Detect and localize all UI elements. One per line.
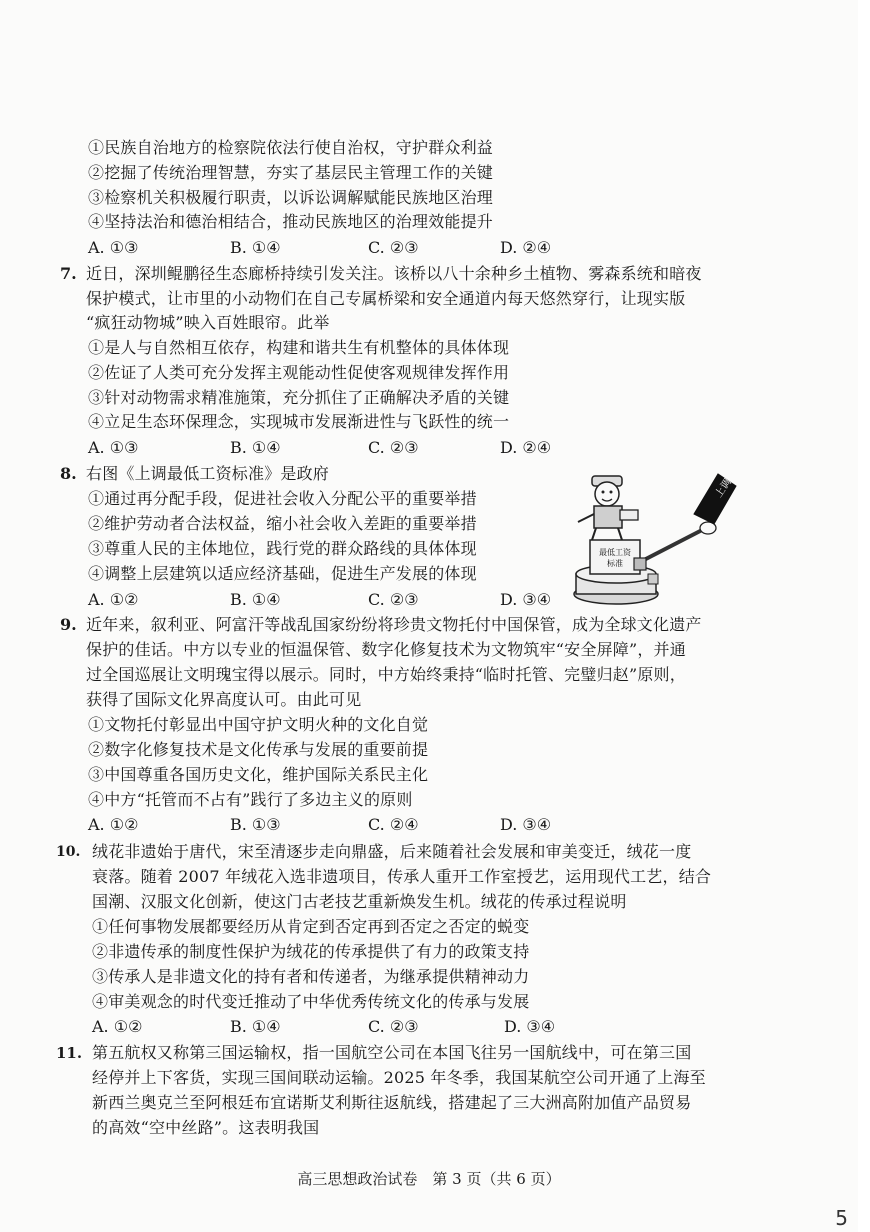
page-footer: 高三思想政治试卷 第 3 页（共 6 页） [297, 1170, 561, 1188]
q6-option-4: ④坚持法治和德治相结合，推动民族地区的治理效能提升 [88, 212, 494, 231]
q8-number: 8. [60, 464, 77, 483]
q10-choice-c: C. ②③ [368, 1017, 419, 1036]
q10-option-4: ④审美观念的时代变迁推动了中华优秀传统文化的传承与发展 [92, 992, 530, 1011]
q9-option-3: ③中国尊重各国历史文化，维护国际关系民主化 [88, 765, 429, 784]
q6-option-1: ①民族自治地方的检察院依法行使自治权，守护群众利益 [88, 138, 494, 157]
q11-stem-1: 第五航权又称第三国运输权，指一国航空公司在本国飞往另一国航线中，可在第三国 [92, 1043, 692, 1062]
q6-choice-b: B. ①④ [230, 238, 281, 257]
q9-stem-1: 近年来，叙利亚、阿富汗等战乱国家纷纷将珍贵文物托付中国保管，成为全球文化遗产 [86, 615, 702, 634]
corner-page-number: 5 [835, 1206, 848, 1230]
q7-choice-a: A. ①③ [88, 438, 139, 457]
q10-option-3: ③传承人是非遗文化的持有者和传递者，为继承提供精神动力 [92, 967, 530, 986]
q8-option-4: ④调整上层建筑以适应经济基础，促进生产发展的体现 [88, 564, 477, 583]
q9-option-4: ④中方“托管而不占有”践行了多边主义的原则 [88, 790, 413, 809]
q7-option-3: ③针对动物需求精准施策，充分抓住了正确解决矛盾的关键 [88, 388, 510, 407]
q7-choice-c: C. ②③ [368, 438, 419, 457]
q11-stem-3: 新西兰奥克兰至阿根廷布宜诺斯艾利斯往返航线，搭建起了三大洲高附加值产品贸易 [92, 1093, 692, 1112]
q8-choice-a: A. ①② [88, 590, 139, 609]
q9-choice-d: D. ③④ [500, 815, 552, 834]
q10-stem-1: 绒花非遗始于唐代，宋至清逐步走向鼎盛，后来随着社会发展和审美变迁，绒花一度 [92, 842, 692, 861]
q10-choice-d: D. ③④ [504, 1017, 556, 1036]
q9-choice-c: C. ②④ [368, 815, 419, 834]
q7-choice-b: B. ①④ [230, 438, 281, 457]
q11-stem-4: 的高效“空中丝路”。这表明我国 [92, 1118, 320, 1137]
q6-option-2: ②挖掘了传统治理智慧，夯实了基层民主管理工作的关键 [88, 163, 494, 182]
q10-stem-3: 国潮、汉服文化创新，使这门古老技艺重新焕发生机。绒花的传承过程说明 [92, 892, 627, 911]
q9-stem-2: 保护的佳话。中方以专业的恒温保管、数字化修复技术为文物筑牢“安全屏障”，并通 [86, 640, 686, 659]
q9-choice-b: B. ①③ [230, 815, 281, 834]
page-edge [858, 0, 870, 1232]
q11-number: 11. [56, 1044, 83, 1062]
q9-stem-4: 获得了国际文化界高度认可。由此可见 [86, 690, 362, 709]
q7-choice-d: D. ②④ [500, 438, 552, 457]
q9-option-1: ①文物托付彰显出中国守护文明火种的文化自觉 [88, 715, 429, 734]
q10-option-2: ②非遗传承的制度性保护为绒花的传承提供了有力的政策支持 [92, 942, 530, 961]
q7-stem-1: 近日，深圳鲲鹏径生态廊桥持续引发关注。该桥以八十余种乡土植物、雾森系统和暗夜 [86, 264, 702, 283]
q7-option-1: ①是人与自然相互依存，构建和谐共生有机整体的具体体现 [88, 338, 510, 357]
q10-stem-2: 衰落。随着 2007 年绒花入选非遗项目，传承人重开工作室授艺，运用现代工艺，结合 [92, 867, 712, 886]
q7-option-4: ④立足生态环保理念，实现城市发展渐进性与飞跃性的统一 [88, 412, 510, 431]
q6-choice-c: C. ②③ [368, 238, 419, 257]
q6-option-3: ③检察机关积极履行职责，以诉讼调解赋能民族地区治理 [88, 188, 494, 207]
q8-choice-c: C. ②③ [368, 590, 419, 609]
minimum-wage-cartoon [568, 462, 738, 612]
q7-stem-3: “疯狂动物城”映入百姓眼帘。此举 [86, 313, 330, 332]
cartoon-box-label-1: 最低工资 [599, 548, 631, 557]
q10-choice-a: A. ①② [92, 1017, 143, 1036]
q9-stem-3: 过全国巡展让文明瑰宝得以展示。同时，中方始终秉持“临时托管、完璧归赵”原则， [86, 665, 686, 684]
q8-choice-b: B. ①④ [230, 590, 281, 609]
cartoon-shovel-label: 上调 [713, 477, 734, 500]
q8-option-2: ②维护劳动者合法权益，缩小社会收入差距的重要举措 [88, 514, 477, 533]
q9-option-2: ②数字化修复技术是文化传承与发展的重要前提 [88, 740, 429, 759]
q6-choice-a: A. ①③ [88, 238, 139, 257]
q7-stem-2: 保护模式，让市里的小动物们在自己专属桥梁和安全通道内每天悠然穿行，让现实版 [86, 289, 686, 308]
q8-stem-1: 右图《上调最低工资标准》是政府 [86, 464, 330, 483]
cartoon-box-label-2: 标准 [607, 559, 623, 568]
q9-choice-a: A. ①② [88, 815, 139, 834]
q6-choice-d: D. ②④ [500, 238, 552, 257]
q8-option-3: ③尊重人民的主体地位，践行党的群众路线的具体体现 [88, 539, 477, 558]
q10-number: 10. [56, 844, 81, 860]
q7-number: 7. [60, 264, 77, 283]
q8-choice-d: D. ③④ [500, 590, 552, 609]
q10-option-1: ①任何事物发展都要经历从肯定到否定再到否定之否定的蜕变 [92, 917, 530, 936]
q9-number: 9. [60, 615, 77, 634]
q11-stem-2: 经停并上下客货，实现三国间联动运输。2025 年冬季，我国某航空公司开通了上海至 [92, 1068, 706, 1087]
q7-option-2: ②佐证了人类可充分发挥主观能动性促使客观规律发挥作用 [88, 363, 510, 382]
q8-option-1: ①通过再分配手段，促进社会收入分配公平的重要举措 [88, 489, 477, 508]
q10-choice-b: B. ①④ [230, 1017, 281, 1036]
